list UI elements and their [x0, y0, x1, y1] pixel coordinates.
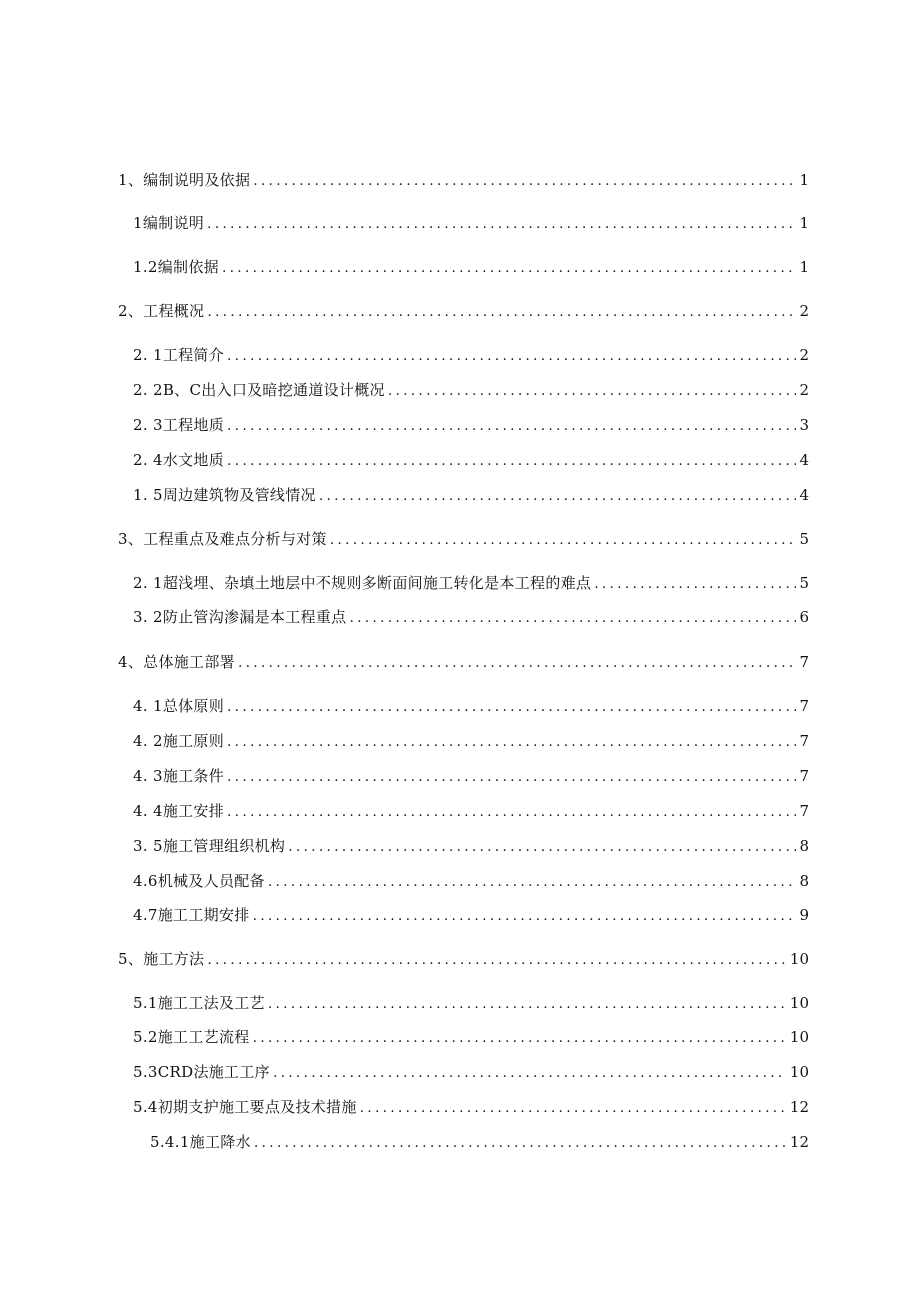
toc-entry-title: 1编制说明	[133, 214, 205, 232]
toc-entry-title: 2、工程概况	[118, 302, 205, 320]
toc-entry-page: 2	[799, 302, 809, 320]
toc-entry-page: 10	[789, 1028, 809, 1046]
toc-entry[interactable]	[133, 764, 809, 788]
toc-entry-title: 2. 1工程简介	[133, 346, 225, 364]
toc-leader-dots	[254, 1131, 787, 1155]
toc-leader-dots	[253, 169, 796, 193]
toc-entry[interactable]	[133, 903, 809, 927]
toc-entry[interactable]	[133, 1095, 809, 1119]
toc-entry[interactable]	[133, 991, 809, 1015]
toc-leader-dots	[360, 1096, 787, 1120]
toc-entry-title: 5.1施工工法及工艺	[133, 994, 265, 1012]
toc-leader-dots	[227, 414, 796, 438]
toc-entry-page: 4	[799, 486, 809, 504]
toc-entry-title: 4.7施工工期安排	[133, 906, 250, 924]
toc-entry-title: 4. 3施工条件	[133, 767, 225, 785]
toc-entry[interactable]	[133, 378, 809, 402]
toc-leader-dots	[388, 379, 796, 403]
toc-leader-dots	[253, 904, 796, 928]
toc-entry-title: 2. 2B、C出入口及暗挖通道设计概况	[133, 381, 385, 399]
toc-entry[interactable]	[133, 1060, 809, 1084]
toc-entry[interactable]	[118, 650, 809, 674]
toc-entry-title: 3、工程重点及难点分析与对策	[118, 530, 327, 548]
toc-entry[interactable]	[133, 605, 809, 629]
toc-entry[interactable]	[133, 694, 809, 718]
toc-entry-title: 3. 2防止管沟渗漏是本工程重点	[133, 608, 347, 626]
toc-leader-dots	[207, 948, 787, 972]
toc-entry-page: 7	[799, 697, 809, 715]
toc-entry-page: 2	[799, 381, 809, 399]
toc-entry-page: 10	[789, 1063, 809, 1081]
toc-entry-page: 10	[789, 950, 809, 968]
toc-entry-title: 5.3CRD法施工工序	[133, 1063, 270, 1081]
toc-entry-title: 5.2施工工艺流程	[133, 1028, 250, 1046]
toc-entry-page: 5	[799, 574, 809, 592]
toc-leader-dots	[330, 528, 796, 552]
toc-entry[interactable]	[133, 571, 809, 595]
toc-leader-dots	[594, 572, 796, 596]
toc-entry-title: 3. 5施工管理组织机构	[133, 837, 286, 855]
toc-entry[interactable]	[133, 869, 809, 893]
toc-entry-title: 2. 4水文地质	[133, 451, 225, 469]
toc-entry-page: 3	[799, 416, 809, 434]
toc-entry-title: 5.4初期支护施工要点及技术措施	[133, 1098, 357, 1116]
toc-entry[interactable]	[118, 299, 809, 323]
toc-leader-dots	[227, 695, 796, 719]
toc-entry-page: 1	[799, 214, 809, 232]
toc-leader-dots	[238, 651, 796, 675]
toc-entry-title: 1、编制说明及依据	[118, 171, 251, 189]
toc-entry-title: 4. 2施工原则	[133, 732, 225, 750]
toc-entry-title: 4.6机械及人员配备	[133, 872, 265, 890]
toc-entry-title: 4、总体施工部署	[118, 653, 235, 671]
toc-leader-dots	[227, 800, 796, 824]
toc-entry[interactable]	[118, 168, 809, 192]
toc-leader-dots	[268, 870, 796, 894]
toc-entry-page: 4	[799, 451, 809, 469]
toc-leader-dots	[227, 765, 796, 789]
toc-leader-dots	[268, 992, 787, 1016]
toc-entry-page: 12	[789, 1133, 809, 1151]
toc-entry[interactable]	[133, 255, 809, 279]
toc-entry[interactable]	[133, 211, 809, 235]
toc-entry[interactable]	[133, 729, 809, 753]
toc-entry-page: 12	[789, 1098, 809, 1116]
toc-leader-dots	[319, 484, 796, 508]
toc-leader-dots	[207, 212, 796, 236]
toc-entry-page: 1	[799, 258, 809, 276]
toc-leader-dots	[227, 344, 796, 368]
toc-leader-dots	[273, 1061, 787, 1085]
toc-entry-title: 5、施工方法	[118, 950, 205, 968]
toc-leader-dots	[288, 835, 796, 859]
toc-entry[interactable]	[133, 834, 809, 858]
toc-entry[interactable]	[118, 527, 809, 551]
toc-entry-page: 7	[799, 732, 809, 750]
toc-entry-page: 7	[799, 767, 809, 785]
toc-entry[interactable]	[133, 483, 809, 507]
toc-leader-dots	[253, 1026, 787, 1050]
toc-entry[interactable]	[150, 1130, 809, 1154]
toc-entry[interactable]	[133, 413, 809, 437]
toc-entry-title: 4. 1总体原则	[133, 697, 225, 715]
toc-entry-page: 1	[799, 171, 809, 189]
toc-entry-page: 8	[799, 872, 809, 890]
toc-entry[interactable]	[133, 343, 809, 367]
toc-entry-title: 2. 1超浅埋、杂填土地层中不规则多断面间施工转化是本工程的难点	[133, 574, 592, 592]
toc-leader-dots	[227, 449, 796, 473]
toc-entry-page: 10	[789, 994, 809, 1012]
toc-entry-title: 2. 3工程地质	[133, 416, 225, 434]
toc-entry-page: 8	[799, 837, 809, 855]
toc-leader-dots	[207, 300, 796, 324]
toc-entry[interactable]	[133, 799, 809, 823]
toc-leader-dots	[349, 606, 796, 630]
toc-leader-dots	[222, 256, 796, 280]
toc-entry[interactable]	[133, 1025, 809, 1049]
toc-entry-page: 9	[799, 906, 809, 924]
toc-entry-page: 7	[799, 802, 809, 820]
toc-entry-page: 6	[799, 608, 809, 626]
toc-entry-title: 1. 5周边建筑物及管线情况	[133, 486, 316, 504]
toc-entry[interactable]	[133, 448, 809, 472]
toc-entry-page: 7	[799, 653, 809, 671]
toc-entry-title: 5.4.1施工降水	[150, 1133, 251, 1151]
toc-entry-title: 1.2编制依据	[133, 258, 219, 276]
toc-entry-page: 2	[799, 346, 809, 364]
toc-entry-title: 4. 4施工安排	[133, 802, 225, 820]
toc-leader-dots	[227, 730, 796, 754]
toc-entry[interactable]	[118, 947, 809, 971]
toc-entry-page: 5	[799, 530, 809, 548]
